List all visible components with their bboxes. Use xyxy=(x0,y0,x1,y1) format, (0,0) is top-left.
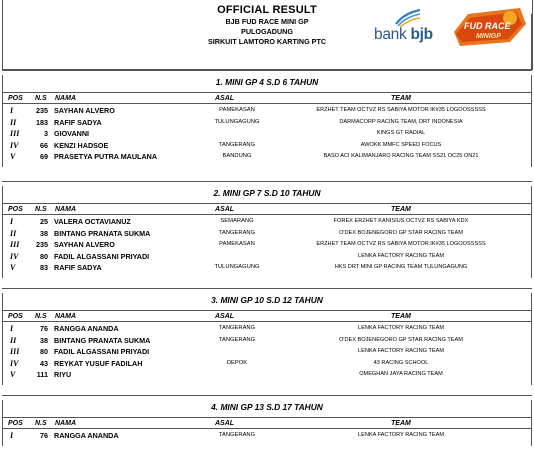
cell-ns: 183 xyxy=(36,117,48,127)
cell-pos: IV xyxy=(10,140,19,150)
cell-asal: SEMARANG xyxy=(220,218,254,224)
cell-pos: II xyxy=(10,228,17,238)
cell-team: LENKA FACTORY RACING TEAM xyxy=(357,325,444,331)
cell-pos: IV xyxy=(10,251,19,261)
cell-nama: BINTANG PRANATA SUKMA xyxy=(54,335,151,345)
cell-ns: 3 xyxy=(44,129,48,138)
column-header-ns: N.S xyxy=(35,420,47,427)
fud-logo-line2: MINIGP xyxy=(476,33,501,40)
cell-nama: RAFIF SADYA xyxy=(54,117,102,127)
cell-pos: II xyxy=(10,335,17,345)
cell-asal: TANGERANG xyxy=(218,432,256,438)
cell-nama: RAFIF SADYA xyxy=(54,263,102,272)
result-row xyxy=(2,358,532,370)
column-header-pos: POS xyxy=(8,95,23,102)
column-header-nama: NAMA xyxy=(55,313,76,320)
cell-pos: III xyxy=(10,240,20,249)
cell-nama: SAYHAN ALVERO xyxy=(54,240,115,249)
cell-nama: FADIL ALGASSANI PRIYADI xyxy=(54,347,150,356)
section-divider xyxy=(2,288,532,289)
cell-team: HKS DRT MINI GP RACING TEAM TULUNGAGUNG xyxy=(334,264,468,270)
cell-team: LENKA FACTORY RACING TEAM xyxy=(357,252,444,259)
result-row xyxy=(2,239,532,251)
column-header-team: TEAM xyxy=(391,206,411,213)
cell-ns: 25 xyxy=(40,217,48,226)
column-header-row xyxy=(2,203,532,215)
cell-nama: GIOVANNI xyxy=(54,129,90,138)
cell-asal: TULUNGAGUNG xyxy=(214,264,260,270)
cell-ns: 80 xyxy=(40,251,48,261)
column-header-row xyxy=(2,92,532,104)
cell-ns: 43 xyxy=(40,358,48,368)
column-header-row xyxy=(2,310,532,322)
cell-team: OMEGHAN JAYA RACING TEAM xyxy=(359,371,443,377)
cell-team: FOREX ERZHET KANISIUS OCTVZ RS SABIYA KDX xyxy=(333,218,469,224)
cell-pos: V xyxy=(10,370,16,379)
bjb-label: bjb xyxy=(410,26,433,43)
result-sheet xyxy=(2,0,532,462)
cell-team: LENKA FACTORY RACING TEAM xyxy=(357,432,444,438)
fud-race-logo xyxy=(450,2,530,54)
column-header-team: TEAM xyxy=(391,420,411,427)
column-header-team: TEAM xyxy=(391,95,411,102)
cell-ns: 76 xyxy=(40,431,48,440)
cell-ns: 80 xyxy=(40,347,48,356)
cell-ns: 69 xyxy=(40,152,48,161)
result-row xyxy=(2,117,532,129)
section-title: 2. MINI GP 7 S.D 10 TAHUN xyxy=(2,186,532,201)
column-header-pos: POS xyxy=(8,206,23,213)
cell-pos: V xyxy=(10,263,16,272)
cell-team: O'DEX BOJENEGORO GP STAR RACING TEAM xyxy=(339,229,463,236)
cell-asal: DEPOK xyxy=(226,359,248,366)
result-row xyxy=(2,216,532,228)
result-row xyxy=(2,151,532,163)
column-header-asal: ASAL xyxy=(215,420,235,427)
cell-pos: II xyxy=(10,117,17,127)
cell-nama: KENZI HADSOE xyxy=(54,140,109,150)
cell-team: AWOKK MMFC SPEED FOCUS xyxy=(360,141,442,148)
column-header-row xyxy=(2,417,532,429)
cell-pos: III xyxy=(10,129,20,138)
cell-nama: VALERA OCTAVIANUZ xyxy=(54,217,131,226)
cell-nama: RIYU xyxy=(54,370,72,379)
cell-team: KINGS GT RADIAL xyxy=(376,130,426,136)
fud-logo-line1: FUD RACE xyxy=(464,21,511,31)
section-divider xyxy=(2,181,532,182)
cell-ns: 66 xyxy=(40,140,48,150)
cell-ns: 111 xyxy=(36,370,48,379)
result-row xyxy=(2,262,532,274)
section-divider xyxy=(2,395,532,396)
bank-label: bank xyxy=(374,26,407,43)
title-block xyxy=(152,4,382,47)
cell-asal: TANGERANG xyxy=(218,336,256,343)
cell-ns: 76 xyxy=(40,324,48,333)
result-row xyxy=(2,251,532,263)
result-row xyxy=(2,228,532,240)
cell-pos: I xyxy=(10,431,14,440)
cell-pos: III xyxy=(10,347,20,356)
column-header-team: TEAM xyxy=(391,313,411,320)
page-title: OFFICIAL RESULT xyxy=(217,4,317,16)
event-name: BJB FUD RACE MINI GP xyxy=(225,17,309,26)
result-row xyxy=(2,128,532,140)
cell-ns: 235 xyxy=(36,240,48,249)
column-header-ns: N.S xyxy=(35,313,47,320)
result-row xyxy=(2,140,532,152)
result-row xyxy=(2,369,532,381)
cell-team: 43 RACING SCHOOL xyxy=(373,359,429,366)
section-title: 4. MINI GP 13 S.D 17 TAHUN xyxy=(2,400,532,415)
cell-team: ERZHET TEAM OCTVZ RS SABIYA MOTOR IK#35 LOGOOSSSSS xyxy=(316,241,486,247)
column-header-asal: ASAL xyxy=(215,95,235,102)
result-row xyxy=(2,323,532,335)
cell-ns: 83 xyxy=(40,263,48,272)
cell-ns: 38 xyxy=(40,228,48,238)
result-row xyxy=(2,430,532,442)
cell-pos: V xyxy=(10,152,16,161)
cell-team: O'DEX BOJENEGORO GP STAR RACING TEAM xyxy=(339,336,463,343)
cell-team: ERZHET TEAM OCTVZ RS SABIYA MOTOR IK#35 LOGOOSSSSS xyxy=(316,107,486,113)
cell-nama: SAYHAN ALVERO xyxy=(54,106,115,115)
column-header-pos: POS xyxy=(8,313,23,320)
section-divider xyxy=(2,70,532,71)
bank-bjb-logo xyxy=(374,6,444,50)
cell-team: DARMACORP RACING TEAM, DRT INDONESIA xyxy=(339,118,463,125)
cell-team: LENKA FACTORY RACING TEAM xyxy=(357,348,444,354)
event-location: PULOGADUNG xyxy=(241,27,293,36)
result-row xyxy=(2,335,532,347)
bjb-swoosh-icon xyxy=(394,6,422,28)
cell-asal: TULUNGAGUNG xyxy=(214,118,260,125)
event-circuit: SIRKUIT LAMTORO KARTING PTC xyxy=(207,37,327,46)
column-header-nama: NAMA xyxy=(55,420,76,427)
result-row xyxy=(2,346,532,358)
cell-pos: I xyxy=(10,106,14,115)
column-header-pos: POS xyxy=(8,420,23,427)
column-header-ns: N.S xyxy=(35,206,47,213)
cell-pos: IV xyxy=(10,358,19,368)
cell-asal: PAMEKASAN xyxy=(219,107,255,113)
cell-asal: BANDUNG xyxy=(222,153,252,159)
column-header-asal: ASAL xyxy=(215,206,235,213)
cell-asal: TANGERANG xyxy=(218,141,256,148)
cell-ns: 235 xyxy=(36,106,48,115)
cell-nama: RANGGA ANANDA xyxy=(54,324,119,333)
cell-pos: I xyxy=(10,217,14,226)
cell-nama: BINTANG PRANATA SUKMA xyxy=(54,228,151,238)
cell-pos: I xyxy=(10,324,14,333)
cell-asal: PAMEKASAN xyxy=(219,241,255,247)
section-title: 3. MINI GP 10 S.D 12 TAHUN xyxy=(2,293,532,308)
cell-nama: PRASETYA PUTRA MAULANA xyxy=(54,152,158,161)
result-row xyxy=(2,105,532,117)
cell-asal: TANGERANG xyxy=(218,229,256,236)
column-header-nama: NAMA xyxy=(55,95,76,102)
column-header-asal: ASAL xyxy=(215,313,235,320)
cell-nama: RANGGA ANANDA xyxy=(54,431,119,440)
cell-nama: FADIL ALGASSANI PRIYADI xyxy=(54,251,150,261)
section-title: 1. MINI GP 4 S.D 6 TAHUN xyxy=(2,75,532,90)
cell-ns: 38 xyxy=(40,335,48,345)
column-header-ns: N.S xyxy=(35,95,47,102)
column-header-nama: NAMA xyxy=(55,206,76,213)
cell-asal: TANGERANG xyxy=(218,325,256,331)
cell-team: BASO ACI KALIMANJARO RACING TEAM SS21 OC25 ON21 xyxy=(323,153,479,159)
cell-nama: REYKAT YUSUF FADILAH xyxy=(54,358,143,368)
